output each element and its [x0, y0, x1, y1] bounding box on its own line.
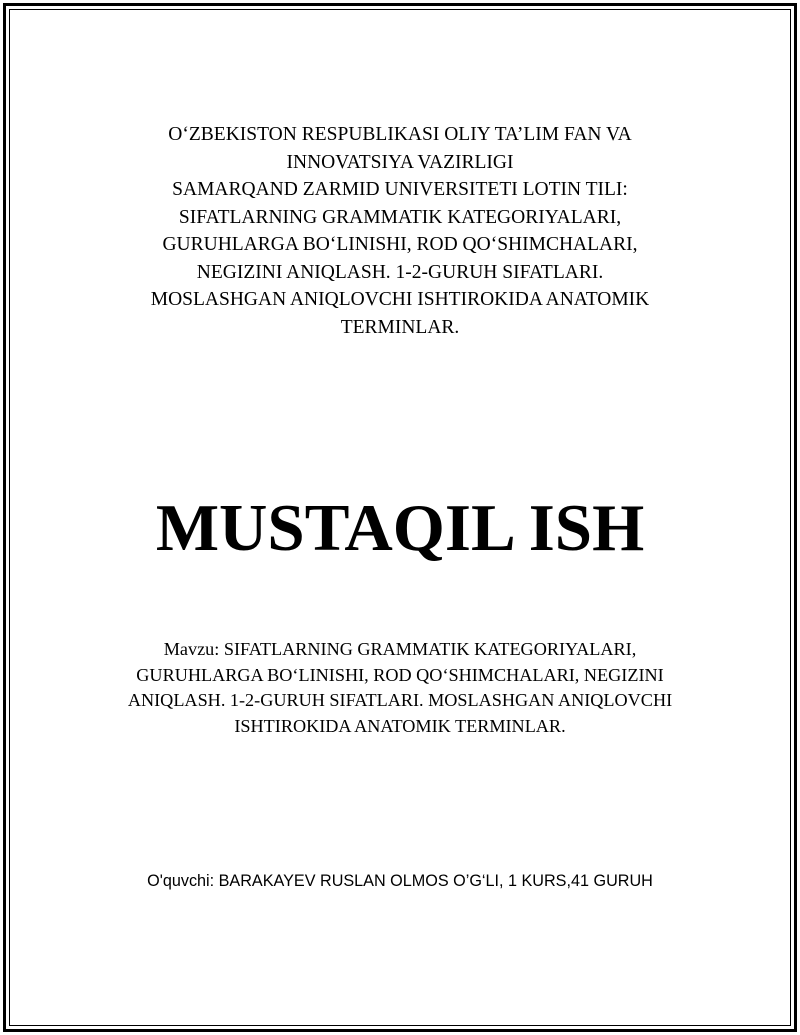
header-line: INNOVATSIYA VAZIRLIGI — [286, 151, 514, 173]
topic-line: Mavzu: SIFATLARNING GRAMMATIK KATEGORIYALARI, — [163, 639, 637, 659]
header-line: MOSLASHGAN ANIQLOVCHI ISHTIROKIDA ANATOMIK — [150, 289, 650, 310]
topic-block — [0, 637, 800, 739]
student-info: O'quvchi: BARAKAYEV RUSLAN OLMOS O’G‘LI, 1 KURS,41 GURUH — [147, 872, 653, 890]
document-title: MUSTAQIL ISH — [155, 491, 645, 565]
header-line: GURUHLARGA BO‘LINISHI, ROD QO‘SHIMCHALARI, — [162, 234, 638, 255]
header-line: O‘ZBEKISTON RESPUBLIKASI OLIY TA’LIM FAN VA — [168, 124, 632, 145]
institution-header — [0, 121, 800, 341]
header-line: NEGIZINI ANIQLASH. 1-2-GURUH SIFATLARI. — [196, 261, 604, 283]
header-line: SAMARQAND ZARMID UNIVERSITETI LOTIN TILI: — [172, 179, 628, 200]
header-line: SIFATLARNING GRAMMATIK KATEGORIYALARI, — [178, 206, 622, 228]
topic-line: GURUHLARGA BO‘LINISHI, ROD QO‘SHIMCHALARI, NEGIZINI — [136, 664, 664, 685]
topic-line: ISHTIROKIDA ANATOMIK TERMINLAR. — [234, 715, 566, 736]
topic-line: ANIQLASH. 1-2-GURUH SIFATLARI. MOSLASHGAN ANIQLOVCHI — [127, 690, 673, 710]
header-line: TERMINLAR. — [340, 316, 460, 338]
